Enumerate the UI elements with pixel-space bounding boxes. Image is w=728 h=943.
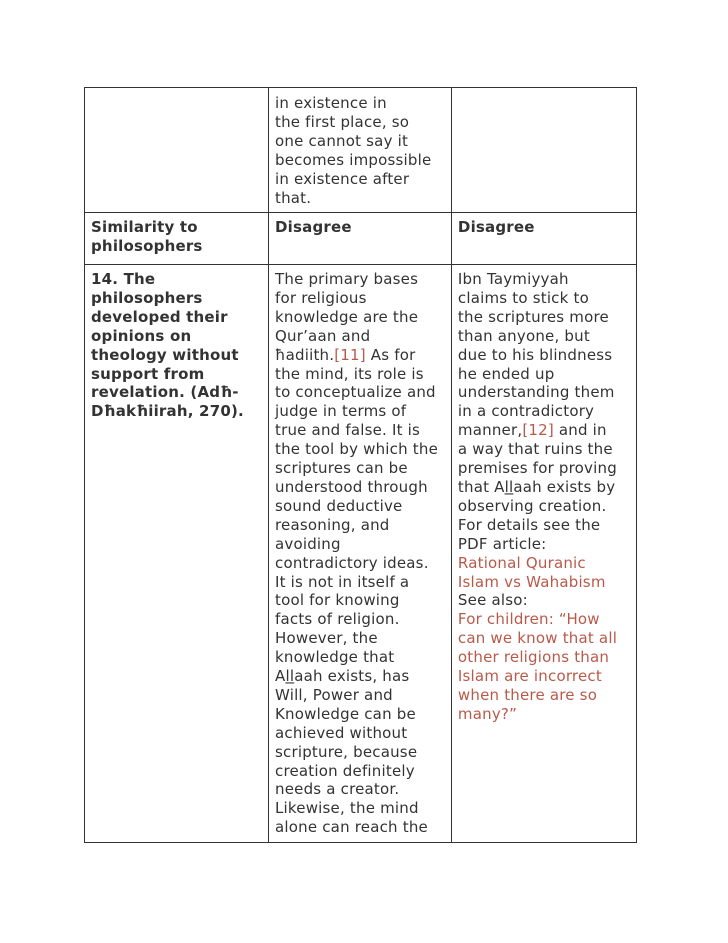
text-line [275, 346, 445, 365]
link-text[interactable]: many?” [457, 704, 518, 723]
text-segment: As for [365, 345, 416, 364]
text-line [458, 421, 630, 440]
text-line [275, 610, 445, 629]
text-segment: creation definitely [275, 761, 415, 780]
text-line [275, 724, 445, 743]
text-line [458, 497, 630, 516]
text-line [458, 648, 630, 667]
text-segment: achieved without [275, 723, 408, 742]
text-segment: knowledge that [275, 648, 395, 667]
text-line: philosophers [91, 288, 203, 307]
text-line: 14. The [91, 270, 156, 288]
comparison-table [84, 87, 637, 843]
text-segment: true and false. It is [275, 421, 421, 440]
cell-position [269, 213, 452, 265]
text-segment: due to his blindness [457, 345, 613, 364]
text-line [275, 667, 445, 686]
text-segment: However, the [275, 629, 378, 648]
link-text[interactable]: other religions than [457, 648, 610, 667]
text-segment: in a contradictory [457, 402, 595, 421]
text-line [458, 573, 630, 592]
text-segment: the mind, its role is [275, 364, 424, 383]
text-line [275, 308, 445, 327]
text-segment: alone can reach the [275, 818, 428, 837]
text-segment: Knowledge can be [275, 704, 416, 723]
text-segment: the tool by which the [275, 440, 439, 459]
text-line [458, 327, 630, 346]
text-segment: Will, Power and [275, 685, 393, 704]
text-line [275, 780, 445, 799]
text-line [275, 402, 445, 421]
text-line [458, 516, 630, 535]
cell-topic [85, 265, 269, 843]
text-segment: sound deductive [275, 496, 403, 515]
text-segment: understood through [275, 477, 428, 496]
text-line: the first place, so [275, 112, 410, 131]
cell-topic [85, 88, 269, 213]
link-text[interactable]: when there are so [457, 685, 598, 704]
text-line [275, 270, 445, 289]
text-line [458, 629, 630, 648]
text-segment: Likewise, the mind [275, 799, 419, 818]
text-segment: Ibn Taymiyyah [457, 270, 569, 288]
link-text[interactable]: Islam are incorrect [457, 667, 602, 686]
text-segment: to conceptualize and [275, 383, 436, 402]
cell-critique [451, 213, 636, 265]
table-row [85, 88, 637, 213]
text-line [275, 686, 445, 705]
text-line [275, 535, 445, 554]
text-line: philosophers [91, 236, 203, 255]
cell-position [269, 265, 452, 843]
text-segment: tool for knowing [275, 591, 400, 610]
text-line [458, 686, 630, 705]
text-line [458, 346, 630, 365]
text-segment: claims to stick to [457, 288, 589, 307]
table-row [85, 265, 637, 843]
text-line [275, 459, 445, 478]
text-line [275, 365, 445, 384]
text-segment: reasoning, and [275, 515, 390, 534]
text-line [275, 421, 445, 440]
text-line [458, 591, 630, 610]
text-segment: observing creation. [457, 496, 607, 515]
text-line [458, 535, 630, 554]
text-line: opinions on [91, 326, 192, 345]
text-line: Similarity to [91, 218, 198, 236]
text-line: that. [275, 188, 312, 207]
table-row [85, 213, 637, 265]
text-line [458, 459, 630, 478]
text-line: theology without [91, 345, 239, 364]
text-line [275, 327, 445, 346]
text-line [275, 591, 445, 610]
text-segment: It is not in itself a [275, 572, 410, 591]
text-segment: that Aḻḻaah exists by [457, 477, 616, 496]
text-line [458, 365, 630, 384]
text-line: in existence in [275, 94, 387, 112]
text-segment: manner, [457, 421, 523, 440]
text-line [458, 478, 630, 497]
text-segment: facts of religion. [275, 610, 400, 629]
text-segment: and in [553, 421, 607, 440]
text-line [458, 705, 630, 724]
text-line [458, 610, 630, 629]
text-line [458, 667, 630, 686]
text-line: in existence after [275, 169, 410, 188]
text-segment: The primary bases [275, 270, 419, 288]
text-segment: ħadiith. [275, 345, 335, 364]
text-segment: scriptures can be [275, 459, 408, 478]
text-segment: a way that ruins the [457, 440, 613, 459]
text-segment: for religious [275, 288, 367, 307]
text-segment: understanding them [457, 383, 615, 402]
text-line [458, 440, 630, 459]
text-line [275, 705, 445, 724]
text-segment: Aḻḻaah exists, has [275, 667, 410, 686]
link-text[interactable]: Rational Quranic [457, 553, 586, 572]
cell-critique [451, 88, 636, 213]
text-segment: than anyone, but [457, 326, 590, 345]
link-text[interactable]: [11] [334, 345, 366, 364]
cell-position [269, 88, 452, 213]
text-line [275, 497, 445, 516]
text-line [458, 402, 630, 421]
text-line [275, 289, 445, 308]
text-line: revelation. (Adħ- [91, 383, 239, 402]
text-line [275, 383, 445, 402]
text-segment: judge in terms of [275, 402, 407, 421]
text-line [275, 648, 445, 667]
text-line: Dħakħiirah, 270). [91, 402, 244, 421]
text-segment: premises for proving [457, 459, 617, 478]
text-segment: Qur’aan and [275, 326, 371, 345]
text-line [275, 478, 445, 497]
text-line: one cannot say it [275, 131, 409, 150]
text-line [458, 308, 630, 327]
text-line: becomes impossible [275, 150, 432, 169]
text-line [458, 270, 630, 289]
text-line [275, 554, 445, 573]
text-segment: knowledge are the [275, 307, 419, 326]
text-segment: avoiding [275, 534, 341, 553]
text-line: Disagree [457, 218, 535, 236]
text-line [458, 383, 630, 402]
text-segment: For details see the [457, 515, 601, 534]
text-line [275, 799, 445, 818]
text-segment: scripture, because [275, 742, 418, 761]
text-segment: See also: [457, 591, 528, 610]
cell-critique [451, 265, 636, 843]
link-text[interactable]: [12] [522, 421, 554, 440]
text-line: support from [91, 364, 205, 383]
text-line [275, 516, 445, 535]
text-line [275, 573, 445, 592]
text-line [275, 440, 445, 459]
text-line [458, 554, 630, 573]
link-text[interactable]: Islam vs Wahabism [457, 572, 606, 591]
link-text[interactable]: can we know that all [457, 629, 618, 648]
text-segment: he ended up [457, 364, 555, 383]
text-line [275, 743, 445, 762]
text-line [275, 762, 445, 781]
text-line: Disagree [275, 218, 352, 236]
text-segment: the scriptures more [457, 307, 609, 326]
text-segment: needs a creator. [275, 780, 400, 799]
text-line [275, 629, 445, 648]
cell-topic [85, 213, 269, 265]
text-line [275, 818, 445, 837]
text-segment: PDF article: [457, 534, 547, 553]
text-line: developed their [91, 307, 228, 326]
text-line [458, 289, 630, 308]
link-text[interactable]: For children: “How [457, 610, 600, 629]
text-segment: contradictory ideas. [275, 553, 429, 572]
